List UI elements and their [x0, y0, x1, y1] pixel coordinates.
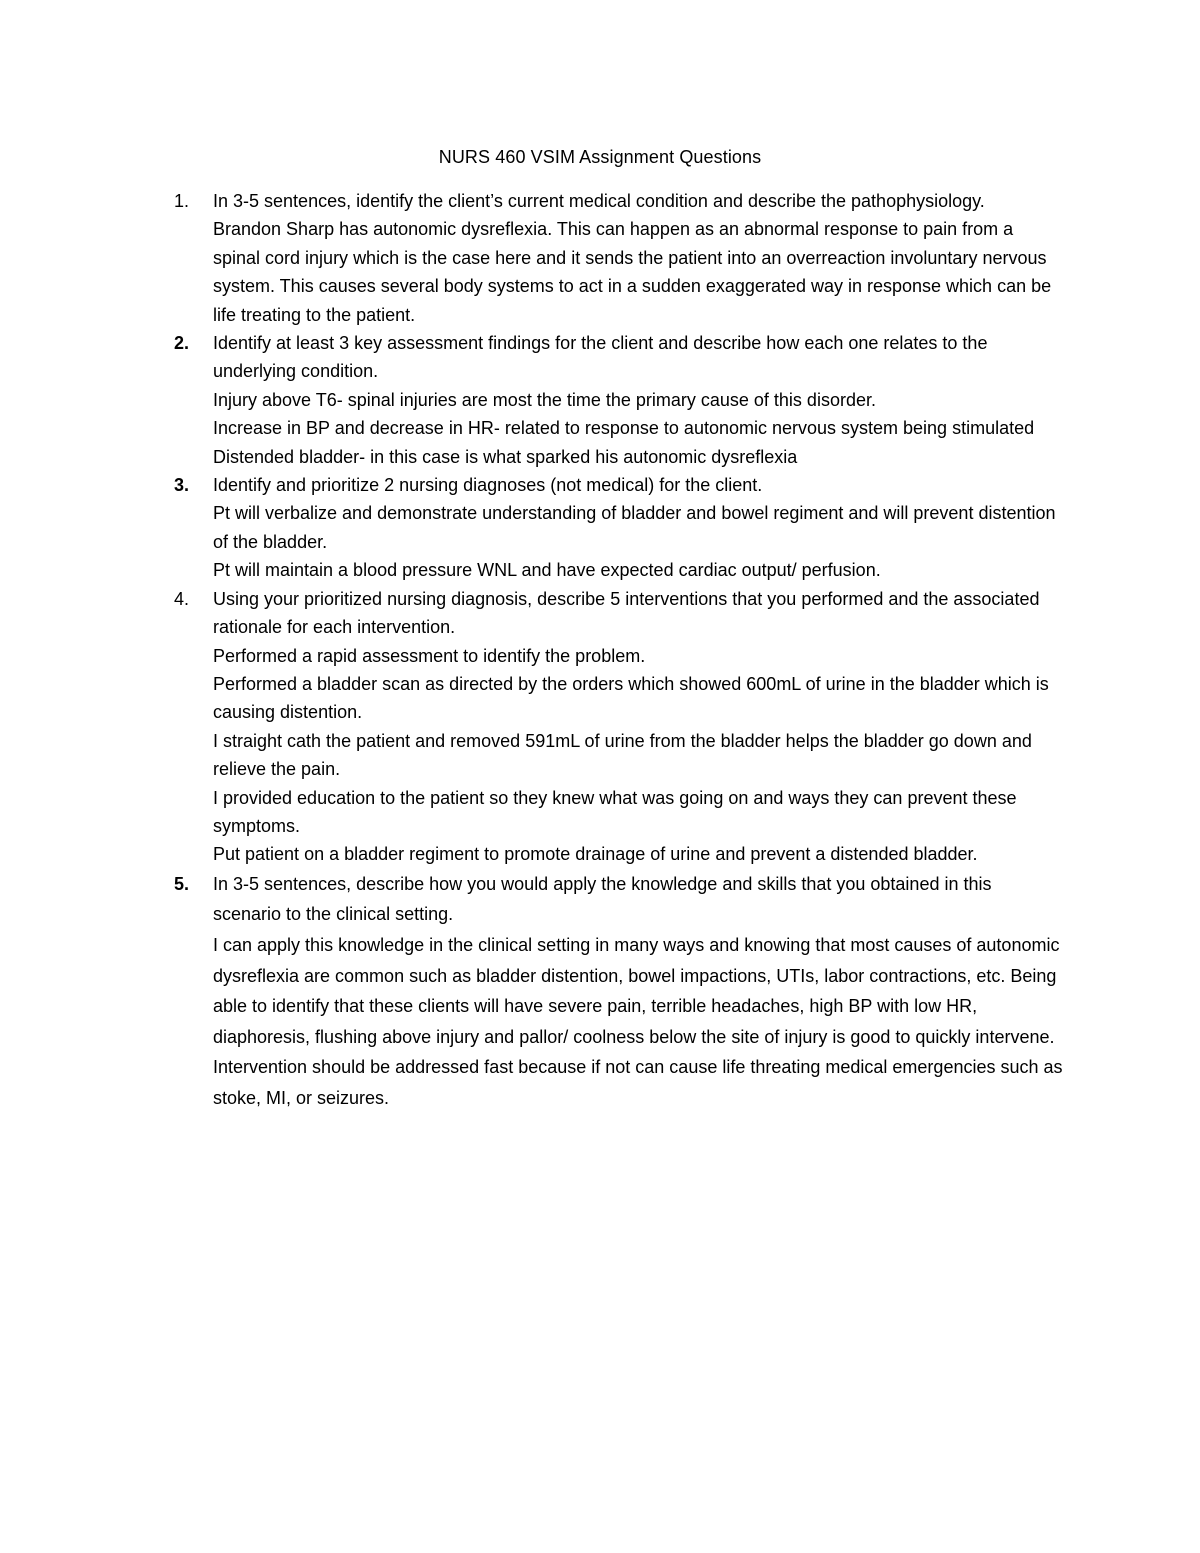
document-title: NURS 460 VSIM Assignment Questions: [438, 147, 762, 167]
question-item-2: [174, 329, 1064, 471]
answer-text: Increase in BP and decrease in HR- related to response to autonomic nervous system being stimulated: [213, 418, 1035, 439]
question-list: [174, 187, 1064, 1114]
answer-text: Brandon Sharp has autonomic dysreflexia. This can happen as an abnormal response to pain from a spinal cord injury which is the case here and it sends the patient into an overreaction involuntary nervous system. This causes several body systems to act in a sudden exaggerated way in response which can be life treating to the patient.: [213, 219, 1052, 325]
answer-text: I straight cath the patient and removed 591mL of urine from the bladder helps the bladder go down and relieve the pain.: [213, 730, 1032, 780]
question-number: 3.: [174, 475, 190, 496]
question-text: In 3-5 sentences, describe how you would apply the knowledge and skills that you obtained in this scenario to the clinical setting.: [213, 873, 992, 925]
answer-text: I provided education to the patient so they knew what was going on and ways they can prevent these symptoms.: [213, 787, 1017, 836]
answer-text: Pt will maintain a blood pressure WNL and have expected cardiac output/ perfusion.: [213, 560, 881, 581]
question-item-5: [174, 869, 1064, 1114]
question-item-4: [174, 585, 1064, 869]
answer-text: Put patient on a bladder regiment to promote drainage of urine and prevent a distended bladder.: [213, 844, 978, 865]
question-text: Using your prioritized nursing diagnosis, describe 5 interventions that you performed and the associated rationale for each intervention.: [213, 588, 1040, 638]
question-item-3: [174, 471, 1064, 585]
question-number: 2.: [174, 333, 190, 354]
answer-text: Performed a bladder scan as directed by the orders which showed 600mL of urine in the bladder which is causing distention.: [213, 673, 1049, 723]
answer-text: Performed a rapid assessment to identify the problem.: [213, 645, 646, 666]
question-text: Identify and prioritize 2 nursing diagnoses (not medical) for the client.: [213, 475, 763, 496]
question-number: 4.: [174, 588, 190, 609]
answer-text: Distended bladder- in this case is what sparked his autonomic dysreflexia: [213, 446, 798, 467]
question-text: In 3-5 sentences, identify the client’s current medical condition and describe the pathophysiology.: [213, 191, 985, 211]
question-number: 5.: [174, 873, 190, 894]
answer-text: Pt will verbalize and demonstrate understanding of bladder and bowel regiment and will prevent distention of the bladder.: [213, 503, 1056, 552]
answer-text: Injury above T6- spinal injuries are most the time the primary cause of this disorder.: [213, 389, 876, 410]
question-number: 1.: [174, 191, 190, 211]
question-text: Identify at least 3 key assessment findings for the client and describe how each one relates to the underlying condition.: [213, 333, 988, 382]
answer-text: I can apply this knowledge in the clinical setting in many ways and knowing that most causes of autonomic dysreflexia are common such as bladder distention, bowel impactions, UTIs, labor contractions, etc. Being able to identify that these clients will have severe pain, terrible headaches, high BP with low HR, diaphoresis, flushing above injury and pallor/ coolness below the site of injury is good to quickly intervene. Intervention should be addressed fast because if not can cause life threating medical emergencies such as stoke, MI, or seizures.: [213, 934, 1063, 1108]
question-item-1: [174, 187, 1064, 329]
